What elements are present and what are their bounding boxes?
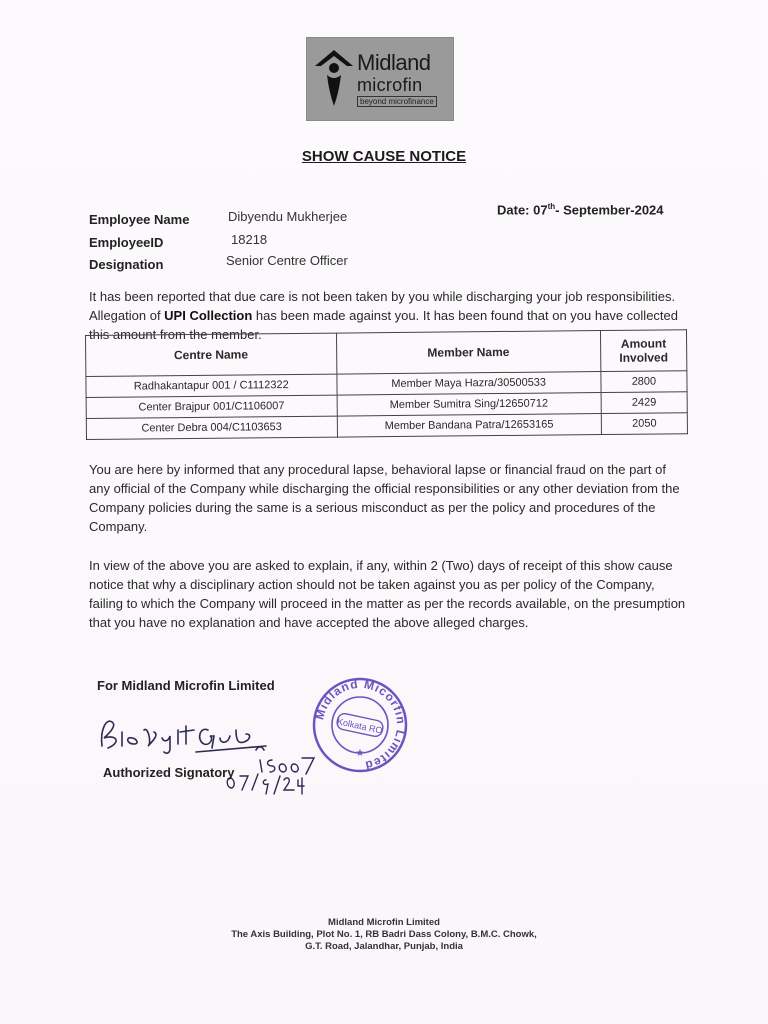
table-row bbox=[86, 413, 687, 440]
employee-name-value: Dibyendu Mukherjee bbox=[228, 209, 348, 224]
designation-label: Designation bbox=[89, 257, 164, 272]
footer-company-name: Midland Microfin Limited bbox=[328, 917, 440, 928]
employee-id-value: 18218 bbox=[231, 232, 268, 247]
table-cell: Radhakantapur 001 / C1112322 bbox=[86, 374, 337, 397]
header-amount-involved: Amount Involved bbox=[600, 330, 687, 372]
company-logo bbox=[306, 37, 454, 121]
table-cell: Center Debra 004/C1103653 bbox=[86, 416, 337, 439]
member-table bbox=[85, 329, 688, 440]
header-member-name: Member Name bbox=[336, 331, 601, 375]
company-seal-stamp bbox=[310, 675, 410, 775]
table-cell: Center Brajpur 001/C1106007 bbox=[86, 395, 337, 418]
explanation-paragraph: In view of the above you are asked to explain, if any, within 2 (Two) days of receipt of this show cause notice that why a disciplinary action should not be taken against you as per policy of the Company, failing to which the Company will proceed in the matter as per the records available, on the presumption that you have no explanation and have accepted the above alleged charges. bbox=[89, 558, 686, 630]
header-centre-name: Centre Name bbox=[86, 333, 337, 376]
handwritten-signature bbox=[96, 708, 326, 798]
designation-value: Senior Centre Officer bbox=[226, 253, 348, 268]
table-cell: 2800 bbox=[601, 371, 687, 393]
logo-tagline: beyond microfinance bbox=[357, 96, 437, 107]
intro-paragraph: It has been reported that due care is not been taken by you while discharging your job responsibilities. Allegation of UPI Collection has been made against you. It has been found that on you have collected this amount from the member. bbox=[89, 289, 678, 342]
svg-text:★: ★ bbox=[355, 748, 365, 759]
logo-line2: microfin bbox=[357, 75, 423, 95]
notice-title: SHOW CAUSE NOTICE bbox=[301, 148, 467, 165]
footer-address-line1: The Axis Building, Plot No. 1, RB Badri Dass Colony, B.M.C. Chowk, bbox=[231, 929, 537, 940]
logo-emblem-icon bbox=[313, 48, 355, 110]
table-cell: Member Maya Hazra/30500533 bbox=[336, 372, 601, 396]
table-cell: Member Bandana Patra/12653165 bbox=[337, 414, 602, 438]
employee-name-label: Employee Name bbox=[89, 212, 190, 227]
logo-line1: Midland bbox=[357, 50, 431, 75]
authorized-signatory-label: Authorized Signatory bbox=[103, 765, 235, 780]
table-cell: 2050 bbox=[601, 413, 687, 435]
footer-address-line2: G.T. Road, Jalandhar, Punjab, India bbox=[305, 941, 463, 952]
table-cell: Member Sumitra Sing/12650712 bbox=[337, 393, 602, 417]
employee-id-label: EmployeeID bbox=[89, 235, 164, 250]
notice-date: Date: 07th- September-2024 bbox=[497, 202, 664, 218]
misconduct-paragraph: You are here by informed that any procedural lapse, behavioral lapse or financial fraud on the part of any official of the Company while discharging the official responsibilities or any other deviation from the Company policies during the same is a serious misconduct as per the policy and procedures of the Company. bbox=[89, 462, 680, 534]
for-company-label: For Midland Microfin Limited bbox=[97, 678, 275, 693]
table-header-row bbox=[86, 330, 687, 377]
svg-text:Kolkata RO: Kolkata RO bbox=[336, 716, 384, 736]
table-cell: 2429 bbox=[601, 392, 687, 414]
svg-text:Midland Micorfin Limited: Midland Micorfin Limited bbox=[312, 676, 409, 773]
